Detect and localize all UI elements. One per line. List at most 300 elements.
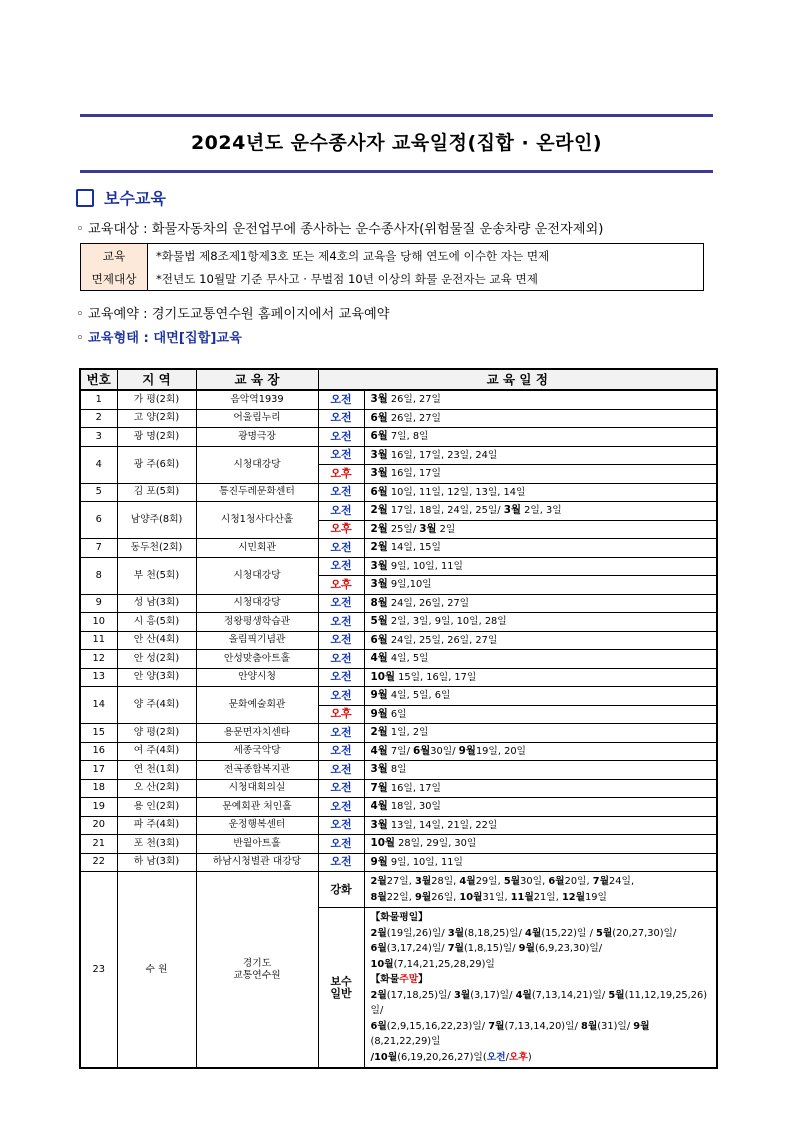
month-label: 6월 <box>370 943 387 954</box>
cell-no: 13 <box>80 668 117 687</box>
weekend-title-b: 주말 <box>399 974 419 985</box>
pm-tail: 오후 <box>508 1051 528 1063</box>
schedule-cell <box>364 853 717 872</box>
cell-region: 오 산(2회) <box>117 779 196 798</box>
intensive-schedule <box>364 872 717 908</box>
schedule-cell <box>364 520 717 539</box>
date-text: (7,14,21,25,28,29)일 <box>393 958 495 970</box>
section-heading <box>76 186 166 209</box>
cell-venue: 어울림누리 <box>196 409 318 428</box>
cell-no: 14 <box>80 687 117 724</box>
section-title: 보수교육 <box>104 189 166 208</box>
table-row <box>80 631 717 650</box>
date-text: 30일, <box>520 876 549 887</box>
table-row <box>80 668 717 687</box>
month-label: 6월 <box>370 1020 387 1032</box>
date-text: (7,13,14,21)일/ <box>531 989 609 1001</box>
regular-schedule <box>364 908 717 1069</box>
month-label: 3월 <box>370 763 388 776</box>
month-label: 2월 <box>370 504 388 517</box>
cell-no: 21 <box>80 835 117 854</box>
date-text: 9일, 10일, 11일 <box>387 560 463 572</box>
schedule-line <box>371 941 711 957</box>
am-tag: 오전 <box>318 502 364 521</box>
schedule-cell <box>364 705 717 724</box>
cell-venue: 통진두레문화센터 <box>196 483 318 502</box>
date-text: 2일, 3일, 9일, 10일, 28일 <box>387 616 507 628</box>
table-row <box>80 409 717 428</box>
date-text: (31)일/ <box>597 1020 634 1032</box>
schedule-line <box>371 890 711 906</box>
month-label: /10월 <box>370 1051 398 1063</box>
month-label: 3월 <box>414 876 432 887</box>
month-label: 10월 <box>370 837 395 850</box>
cell-no: 11 <box>80 631 117 650</box>
date-text: 16일, 17일, 23일, 24일 <box>387 449 498 461</box>
date-text: 24일, 25일, 26일, 27일 <box>387 634 498 646</box>
date-text: 16일, 17일 <box>387 468 441 480</box>
date-text: 14일, 15일 <box>387 542 441 554</box>
cell-region: 연 천(1회) <box>117 761 196 780</box>
date-text: 22일, <box>386 891 415 903</box>
weekend-title <box>371 972 711 988</box>
schedule-line <box>371 957 711 973</box>
table-row <box>80 428 717 447</box>
header-schedule: 교 육 일 정 <box>318 369 717 390</box>
am-tag: 오전 <box>318 631 364 650</box>
month-label: 3월 <box>453 989 471 1001</box>
cell-region: 부 천(5회) <box>117 557 196 594</box>
cell-region: 시 흥(5회) <box>117 613 196 632</box>
month-label: 7월 <box>592 876 610 887</box>
month-label: 2월 <box>370 876 387 887</box>
date-text: 29일, <box>475 876 504 887</box>
month-label: 4월 <box>370 744 388 757</box>
date-text: 19일 <box>585 891 608 903</box>
cell-region: 양 평(2회) <box>117 724 196 743</box>
cell-venue: 광명극장 <box>196 428 318 447</box>
date-text: (17,18,25)일/ <box>386 989 454 1001</box>
cell-region: 가 평(2회) <box>117 390 196 409</box>
pm-tag: 오후 <box>318 576 364 595</box>
cell-region: 성 남(3회) <box>117 594 196 613</box>
venue-line-2: 교통연수원 <box>233 969 281 981</box>
schedule-cell <box>364 539 717 558</box>
month-label: 10월 <box>370 958 394 970</box>
schedule-cell <box>364 835 717 854</box>
cell-no: 12 <box>80 650 117 669</box>
schedule-cell <box>364 390 717 409</box>
month-label: 9월 <box>370 855 388 868</box>
month-label: 3월 <box>370 818 388 831</box>
am-tag: 오전 <box>318 724 364 743</box>
date-text: 20일, <box>564 876 593 887</box>
am-tag: 오전 <box>318 687 364 706</box>
month-label: 2월 <box>370 927 387 939</box>
schedule-cell <box>364 409 717 428</box>
header-venue: 교 육 장 <box>196 369 318 390</box>
table-row <box>80 724 717 743</box>
cell-venue: 시청대강당 <box>196 594 318 613</box>
table-row <box>80 390 717 409</box>
month-label: 5월 <box>608 989 625 1001</box>
cell-venue: 안양시청 <box>196 668 318 687</box>
cell-region: 여 주(4회) <box>117 742 196 761</box>
date-text: (3,17,24)일/ <box>386 943 448 954</box>
cell-no: 6 <box>80 502 117 539</box>
cell-venue: 음악역1939 <box>196 390 318 409</box>
date-text: 2일 <box>436 523 456 535</box>
month-label: 7월 <box>488 1020 505 1032</box>
cell-venue: 시청대강당 <box>196 446 318 483</box>
cell-no: 8 <box>80 557 117 594</box>
am-tag: 오전 <box>318 853 364 872</box>
weekday-title: 【화물평일】 <box>370 912 428 923</box>
month-label: 3월 <box>370 467 388 480</box>
cell-venue: 안성맞춤아트홀 <box>196 650 318 669</box>
schedule-cell <box>364 650 717 669</box>
cell-venue: 정왕평생학습관 <box>196 613 318 632</box>
cell-region: 수 원 <box>117 872 196 1069</box>
table-row <box>80 539 717 558</box>
schedule-cell <box>364 798 717 817</box>
month-label: 10월 <box>459 891 483 903</box>
month-label: 6월 <box>548 876 565 887</box>
date-text: 31일, <box>482 891 511 903</box>
table-row <box>80 446 717 465</box>
month-label: 3월 <box>447 927 465 939</box>
date-text: (15,22)일 / <box>541 927 596 939</box>
month-label: 5월 <box>370 615 388 628</box>
exempt-items <box>148 244 703 290</box>
month-label: 4월 <box>459 876 476 887</box>
date-text: 16일, 17일 <box>387 782 441 794</box>
cell-venue: 시청대강당 <box>196 557 318 594</box>
cell-no: 17 <box>80 761 117 780</box>
regular-tag-line: 일반 <box>330 986 352 1000</box>
schedule-cell <box>364 779 717 798</box>
exempt-label-2: 면제대상 <box>91 271 137 286</box>
date-text: 25일/ <box>387 523 420 535</box>
cell-region: 남양주(8회) <box>117 502 196 539</box>
date-text: (7,13,14,20)일/ <box>504 1020 581 1032</box>
month-label: 10월 <box>370 670 395 683</box>
table-row <box>80 557 717 576</box>
am-tag: 오전 <box>318 446 364 465</box>
am-tail: 오전 <box>486 1051 506 1063</box>
cell-region: 동두천(2회) <box>117 539 196 558</box>
month-label: 3월 <box>419 522 437 535</box>
cell-region: 파 주(4회) <box>117 816 196 835</box>
am-tag: 오전 <box>318 835 364 854</box>
exempt-box <box>80 243 704 291</box>
date-text: (2,9,15,16,22,23)일/ <box>386 1020 489 1032</box>
schedule-cell <box>364 724 717 743</box>
schedule-cell <box>364 687 717 706</box>
cell-no: 10 <box>80 613 117 632</box>
schedule-cell <box>364 428 717 447</box>
am-tag: 오전 <box>318 650 364 669</box>
schedule-table <box>79 368 718 1069</box>
month-label: 9월 <box>370 707 388 720</box>
format-text: 교육형태 : 대면[집합]교육 <box>87 331 242 346</box>
schedule-cell <box>364 576 717 595</box>
am-tag: 오전 <box>318 594 364 613</box>
cell-venue: 용문면자치센타 <box>196 724 318 743</box>
date-text: (11,12,19,25,26)일/ <box>370 989 708 1016</box>
date-text: 7일/ <box>387 745 414 757</box>
month-label: 8월 <box>581 1020 598 1032</box>
cell-no: 7 <box>80 539 117 558</box>
cell-venue: 시민회관 <box>196 539 318 558</box>
date-text: 24일, 26일, 27일 <box>387 597 470 609</box>
am-tag: 오전 <box>318 390 364 409</box>
date-text: 26일, <box>431 891 460 903</box>
intensive-tag: 강화 <box>318 872 364 908</box>
cell-no: 15 <box>80 724 117 743</box>
exempt-label <box>81 244 148 290</box>
table-row <box>80 779 717 798</box>
date-text: 26일, 27일 <box>387 394 441 406</box>
cell-region: 김 포(5회) <box>117 483 196 502</box>
month-label: 5월 <box>596 927 613 939</box>
cell-region: 안 산(4회) <box>117 631 196 650</box>
am-tag: 오전 <box>318 428 364 447</box>
reserve-line: ◦ 교육예약 : 경기도교통연수원 홈페이지에서 교육예약 <box>76 307 390 322</box>
cell-no: 20 <box>80 816 117 835</box>
month-label: 2월 <box>370 726 388 739</box>
cell-no: 9 <box>80 594 117 613</box>
am-tag: 오전 <box>318 613 364 632</box>
weekend-title-a: 【화물 <box>370 974 400 985</box>
schedule-cell <box>364 465 717 484</box>
month-label: 9월 <box>414 891 432 903</box>
date-text: 7일, 8일 <box>387 431 429 443</box>
cell-venue: 문예회관 처인홀 <box>196 798 318 817</box>
cell-venue: 전곡종합복지관 <box>196 761 318 780</box>
table-body <box>80 390 717 1068</box>
tail-end: ) <box>527 1051 532 1063</box>
table-row-23-intensive <box>80 872 717 908</box>
pm-tag: 오후 <box>318 705 364 724</box>
header-no: 번호 <box>80 369 117 390</box>
am-tag: 오전 <box>318 798 364 817</box>
cell-region: 고 양(2회) <box>117 409 196 428</box>
date-text: (19일,26)일/ <box>386 927 448 939</box>
month-label: 6월 <box>370 430 388 443</box>
am-tag: 오전 <box>318 779 364 798</box>
date-text: 17일, 18일, 24일, 25일/ <box>387 505 504 517</box>
date-text: 13일, 14일, 21일, 22일 <box>387 819 498 831</box>
schedule-cell <box>364 557 717 576</box>
date-text: 28일, <box>431 876 460 887</box>
month-label: 3월 <box>370 393 388 406</box>
month-label: 4월 <box>515 989 532 1001</box>
month-label: 4월 <box>370 800 388 813</box>
table-row <box>80 594 717 613</box>
table-row <box>80 687 717 706</box>
date-text: 4일, 5일 <box>387 653 429 665</box>
format-bullet: ◦ <box>76 331 88 346</box>
date-text: 15일, 16일, 17일 <box>395 671 477 683</box>
schedule-cell <box>364 594 717 613</box>
table-row <box>80 835 717 854</box>
month-label: 5월 <box>503 876 521 887</box>
date-text: 2일, 3일 <box>521 505 562 517</box>
date-text: (8,21,22,29)일 <box>370 1036 441 1047</box>
cell-no: 3 <box>80 428 117 447</box>
table-row <box>80 650 717 669</box>
month-label: 6월 <box>370 633 388 646</box>
month-label: 3월 <box>370 448 388 461</box>
checkbox-square-icon <box>76 189 94 207</box>
title-bottom-rule <box>80 170 713 173</box>
month-label: 3월 <box>370 578 388 591</box>
table-row <box>80 853 717 872</box>
schedule-cell <box>364 483 717 502</box>
am-tag: 오전 <box>318 483 364 502</box>
table-row <box>80 502 717 521</box>
am-tag: 오전 <box>318 409 364 428</box>
page-title: 2024년도 운수종사자 교육일정(집합 · 온라인) <box>190 132 603 154</box>
cell-region: 포 천(3회) <box>117 835 196 854</box>
month-label: 3월 <box>503 504 521 517</box>
regular-tag-line: 보수 <box>330 974 352 988</box>
date-text: (6,19,20,26,27)일( <box>397 1051 487 1063</box>
month-label: 2월 <box>370 989 387 1001</box>
header-region: 지 역 <box>117 369 196 390</box>
date-text: 4일, 5일, 6일 <box>387 690 451 702</box>
schedule-line <box>371 1019 711 1050</box>
month-label: 12월 <box>561 891 586 903</box>
am-tag: 오전 <box>318 742 364 761</box>
date-text: 28일, 29일, 30일 <box>395 838 477 850</box>
cell-region: 용 인(2회) <box>117 798 196 817</box>
date-text: 9일, 10일, 11일 <box>387 856 463 868</box>
venue-line-1: 경기도 <box>242 957 272 969</box>
schedule-line <box>371 926 711 942</box>
schedule-cell <box>364 613 717 632</box>
cell-region: 안 양(3회) <box>117 668 196 687</box>
table-row <box>80 816 717 835</box>
date-text: 1일, 2일 <box>387 727 429 739</box>
exempt-label-1: 교육 <box>102 248 126 263</box>
cell-region: 광 명(2회) <box>117 428 196 447</box>
date-text: (3,17)일/ <box>470 989 516 1001</box>
month-label: 4월 <box>525 927 542 939</box>
cell-venue: 시청1청사다산홀 <box>196 502 318 539</box>
am-tag: 오전 <box>318 539 364 558</box>
date-text: 8일 <box>387 764 407 776</box>
date-text: 9일,10일 <box>387 579 432 591</box>
am-tag: 오전 <box>318 761 364 780</box>
date-text: 24일, <box>609 876 635 887</box>
schedule-line <box>371 874 711 890</box>
month-label: 8월 <box>370 891 387 903</box>
cell-no: 19 <box>80 798 117 817</box>
table-row <box>80 742 717 761</box>
cell-venue: 반월아트홀 <box>196 835 318 854</box>
schedule-line <box>371 988 711 1019</box>
month-label: 8월 <box>370 596 388 609</box>
pm-tag: 오후 <box>318 520 364 539</box>
date-text: 21일, <box>533 891 562 903</box>
cell-region: 하 남(3회) <box>117 853 196 872</box>
exempt-item-1: *화물법 제8조제1항제3호 또는 제4호의 교육을 당해 연도에 이수한 자는 면제 <box>156 248 550 263</box>
cell-venue <box>196 872 318 1069</box>
format-line <box>76 327 242 346</box>
date-text: (20,27,30)일/ <box>612 927 677 939</box>
schedule-cell <box>364 631 717 650</box>
tail-sep: / <box>505 1051 509 1063</box>
date-text: (1,8,15)일/ <box>463 943 519 954</box>
date-text: 18일, 30일 <box>387 801 441 813</box>
cell-no: 4 <box>80 446 117 483</box>
month-label: 9월 <box>458 744 476 757</box>
cell-venue: 문화예술회관 <box>196 687 318 724</box>
month-label: 7월 <box>447 943 464 954</box>
am-tag: 오전 <box>318 557 364 576</box>
month-label: 7월 <box>370 781 388 794</box>
schedule-cell <box>364 502 717 521</box>
schedule-cell <box>364 668 717 687</box>
date-text: (6,9,23,30)일/ <box>534 943 603 954</box>
schedule-cell <box>364 446 717 465</box>
pm-tag: 오후 <box>318 465 364 484</box>
cell-region: 양 주(4회) <box>117 687 196 724</box>
month-label: 6월 <box>413 744 431 757</box>
schedule-cell <box>364 761 717 780</box>
month-label: 11월 <box>510 891 534 903</box>
month-label: 6월 <box>370 411 388 424</box>
exempt-item-2: *전년도 10월말 기준 무사고 · 무벌점 10년 이상의 화물 운전자는 교육 면제 <box>156 271 538 286</box>
am-tag: 오전 <box>318 668 364 687</box>
month-label: 2월 <box>370 541 388 554</box>
table-row <box>80 761 717 780</box>
schedule-line <box>371 1050 711 1066</box>
month-label: 9월 <box>518 943 535 954</box>
cell-no: 5 <box>80 483 117 502</box>
cell-region: 광 주(6회) <box>117 446 196 483</box>
cell-venue: 운정행복센터 <box>196 816 318 835</box>
cell-no: 22 <box>80 853 117 872</box>
cell-no: 23 <box>80 872 117 1069</box>
date-text: 30일/ <box>430 745 459 757</box>
date-text: 10일, 11일, 12일, 13일, 14일 <box>387 486 526 498</box>
cell-no: 1 <box>80 390 117 409</box>
table-row <box>80 483 717 502</box>
top-rule <box>80 114 713 117</box>
month-label: 2월 <box>370 522 388 535</box>
date-text: (8,18,25)일/ <box>464 927 526 939</box>
weekend-title-c: 】 <box>418 974 428 985</box>
regular-tag <box>318 908 364 1069</box>
month-label: 9월 <box>370 689 388 702</box>
date-text: 6일 <box>387 708 407 720</box>
cell-no: 16 <box>80 742 117 761</box>
month-label: 4월 <box>370 652 388 665</box>
cell-venue: 하남시청별관 대강당 <box>196 853 318 872</box>
month-label: 6월 <box>370 485 388 498</box>
table-row <box>80 613 717 632</box>
date-text: 19일, 20일 <box>475 745 527 757</box>
cell-region: 안 성(2회) <box>117 650 196 669</box>
target-line: ◦ 교육대상 : 화물자동차의 운전업무에 종사하는 운수종사자(위험물질 운송차량 운전자제외) <box>76 222 604 237</box>
schedule-cell <box>364 742 717 761</box>
month-label: 9월 <box>633 1020 650 1032</box>
date-text: 26일, 27일 <box>387 412 441 424</box>
cell-venue: 세종국악당 <box>196 742 318 761</box>
